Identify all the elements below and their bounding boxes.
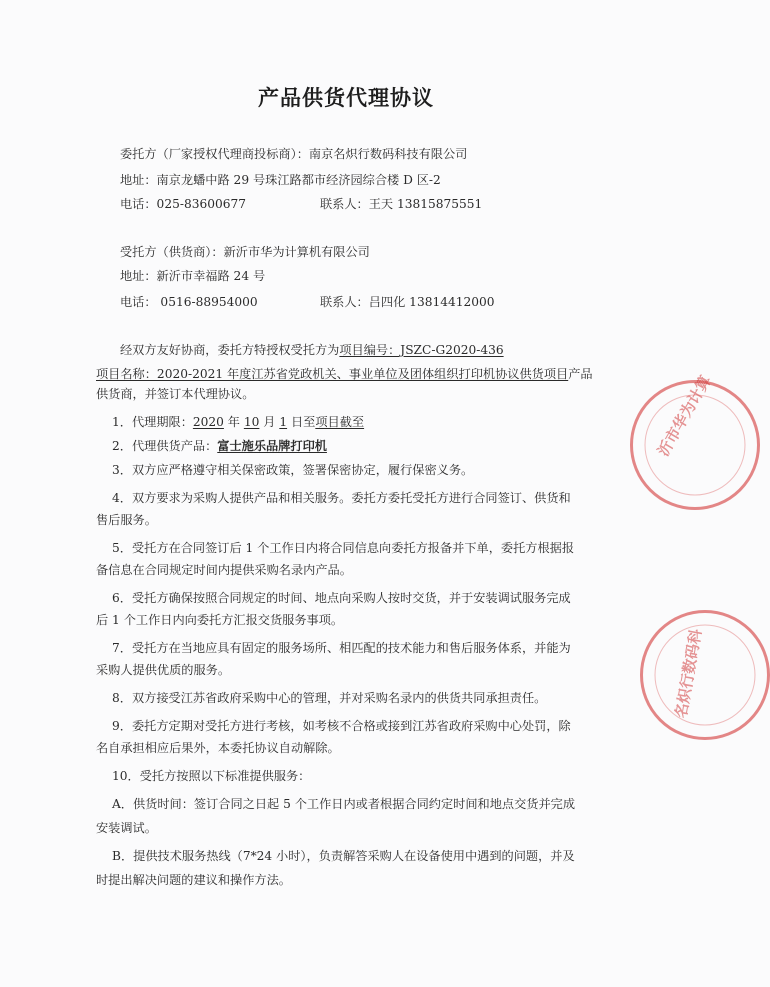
agent-name: 受托方（供货商）：新沂市华为计算机有限公司 — [120, 245, 370, 259]
term-2-label: 2．代理供货产品： — [112, 439, 218, 453]
term-4-line-2: 售后服务。 — [96, 513, 157, 527]
term-1-text-3: 日至 — [287, 415, 316, 429]
agent-contact: 联系人：吕四化 13814412000 — [320, 295, 495, 309]
term-3: 3．双方应严格遵守相关保密政策，签署保密协定，履行保密义务。 — [112, 463, 474, 477]
term-b-line-1: B．提供技术服务热线（7*24 小时），负责解答采购人在设备使用中遇到的问题，并及 — [112, 849, 575, 863]
seal-bottom-text: 名炽行数码科 — [671, 627, 706, 720]
term-9-line-2: 名自承担相应后果外，本委托协议自动解除。 — [96, 741, 340, 755]
term-1-label: 1．代理期限： — [112, 415, 193, 429]
term-a-line-1: A．供货时间：签订合同之日起 5 个工作日内或者根据合同约定时间和地点交货并完成 — [112, 797, 576, 811]
term-a-line-2: 安装调试。 — [96, 821, 157, 835]
seal-top-text: 沂市华为计算 — [654, 372, 715, 460]
term-6-line-2: 后 1 个工作日内向委托方汇报交货服务事项。 — [96, 613, 344, 627]
term-2 — [112, 438, 327, 454]
term-1-text-2: 月 — [259, 415, 280, 429]
term-1-end: 项目截至 — [315, 415, 365, 429]
term-1-month: 10 — [243, 415, 260, 429]
term-6-line-1: 6．受托方确保按照合同规定的时间、地点向采购人按时交货，并于安装调试服务完成 — [112, 591, 571, 605]
term-7-line-2: 采购人提供优质的服务。 — [96, 663, 231, 677]
intro-line-1 — [120, 342, 504, 358]
term-9-line-1: 9．委托方定期对受托方进行考核，如考核不合格或接到江苏省政府采购中心处罚，除 — [112, 719, 571, 733]
term-1-day: 1 — [279, 415, 288, 429]
term-8: 8．双方接受江苏省政府采购中心的管理，并对采购名录内的供货共同承担责任。 — [112, 691, 547, 705]
term-2-product: 富士施乐品牌打印机 — [217, 439, 327, 453]
agent-address: 地址：新沂市幸福路 24 号 — [120, 269, 266, 283]
term-1-text: 年 — [223, 415, 244, 429]
project-name: 项目名称：2020-2021 年度江苏省党政机关、事业单位及团体组织打印机协议供货项目 — [96, 367, 569, 381]
principal-address: 地址：南京龙蟠中路 29 号珠江路都市经济园综合楼 D 区-2 — [120, 173, 441, 187]
document-title: 产品供货代理协议 — [258, 85, 434, 110]
principal-name: 委托方（厂家授权代理商投标商）：南京名炽行数码科技有限公司 — [120, 147, 468, 161]
company-seal-bottom — [640, 610, 770, 740]
principal-contact: 联系人：王天 13815875551 — [320, 197, 483, 211]
principal-phone-row — [120, 196, 246, 212]
intro-text-2: 产品 — [568, 367, 593, 381]
term-7-line-1: 7．受托方在当地应具有固定的服务场所、相匹配的技术能力和售后服务体系，并能为 — [112, 641, 571, 655]
intro-text: 经双方友好协商，委托方特授权受托方为 — [120, 343, 340, 357]
intro-line-2 — [96, 366, 593, 382]
company-seal-top — [630, 372, 760, 510]
term-1 — [112, 414, 364, 430]
term-1-year: 2020 — [192, 415, 224, 429]
term-4-line-1: 4．双方要求为采购人提供产品和相关服务。委托方委托受托方进行合同签订、供货和 — [112, 491, 571, 505]
principal-phone: 电话：025-83600677 — [120, 197, 246, 211]
intro-line-3: 供货商，并签订本代理协议。 — [96, 387, 255, 401]
term-5-line-1: 5．受托方在合同签订后 1 个工作日内将合同信息向委托方报备并下单，委托方根据报 — [112, 541, 575, 555]
term-10: 10．受托方按照以下标准提供服务： — [112, 769, 311, 783]
agent-phone: 电话： 0516-88954000 — [120, 295, 258, 309]
term-b-line-2: 时提出解决问题的建议和操作方法。 — [96, 873, 291, 887]
project-number: 项目编号：JSZC-G2020-436 — [339, 343, 504, 357]
term-5-line-2: 备信息在合同规定时间内提供采购名录内产品。 — [96, 563, 352, 577]
